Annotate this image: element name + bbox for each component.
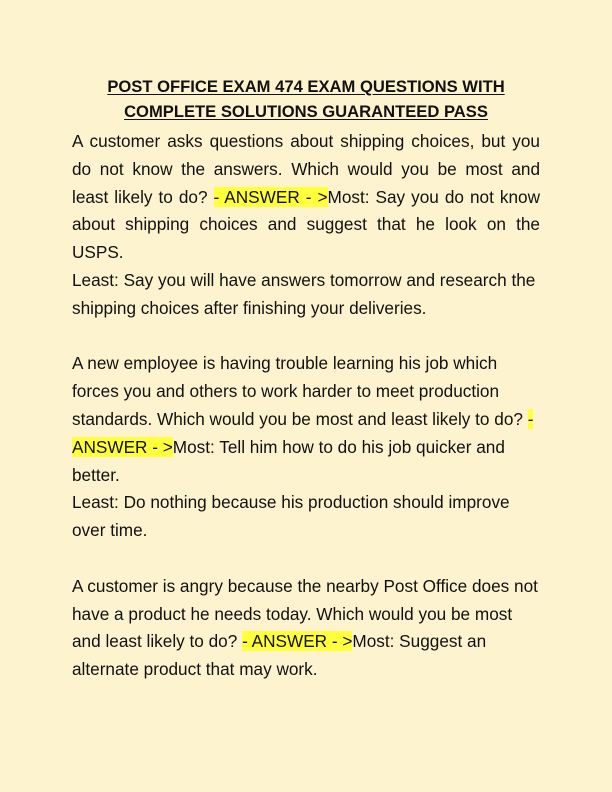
answer-most: Most: Say you do not know about shipping choices and suggest that he look on the USPS. [72,186,541,263]
title-line-2: COMPLETE SOLUTIONS GUARANTEED PASS [124,102,488,121]
qa-question-paragraph [72,350,540,489]
answer-most: Most: Tell him how to do his job quicker and better. [72,436,505,485]
answer-least: Least: Do nothing because his production should improve over time. [72,492,510,541]
document-title [72,74,540,124]
answer-marker: - ANSWER - > [72,408,534,457]
qa-item-2 [72,350,540,545]
answer-marker: - ANSWER - > [242,631,353,652]
qa-item-1 [72,128,540,323]
qa-question-paragraph [72,573,540,684]
title-line-1: POST OFFICE EXAM 474 EXAM QUESTIONS WITH [107,77,505,96]
question-text: A customer asks questions about shipping choices, but you do not know the answers. Which would you be most and least likely to do? [72,131,540,207]
qa-question-paragraph [72,128,540,267]
paragraph-gap [72,323,540,351]
answer-least: Least: Say you will have answers tomorrow and research the shipping choices after finishing your deliveries. [72,269,536,318]
question-text: A customer is angry because the nearby Post Office does not have a product he needs today. Which would you be most and least likely to do? [72,575,538,652]
qa-item-3 [72,573,540,684]
paragraph-gap [72,545,540,573]
answer-most: Most: Suggest an alternate product that may work. [72,631,487,680]
answer-marker: - ANSWER - > [213,186,328,207]
question-text: A new employee is having trouble learning his job which forces you and others to work harder to meet production standards. Which would you be most and least likely to do? [72,353,528,429]
